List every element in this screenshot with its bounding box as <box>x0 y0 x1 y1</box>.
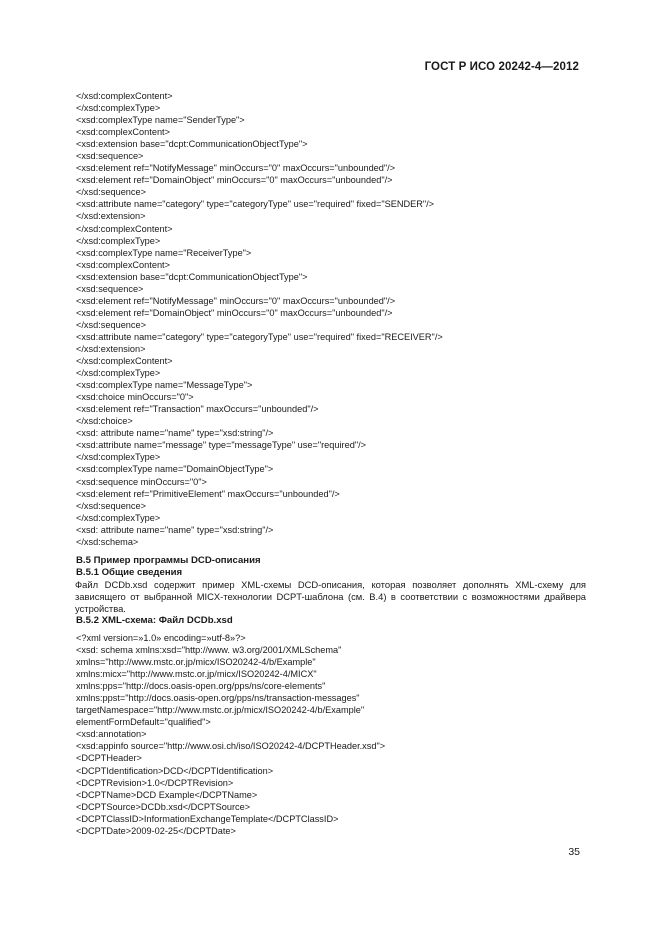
code-line: <xsd:element ref="DomainObject" minOccurs="0" maxOccurs="unbounded"/> <box>76 307 393 318</box>
code-line: <xsd:sequence> <box>76 151 144 162</box>
code-line: </xsd:sequence> <box>76 500 146 511</box>
code-line: <xsd:complexType name="SenderType"> <box>76 115 245 126</box>
code-line: </xsd:complexType> <box>76 103 161 114</box>
subsection-heading: В.5.1 Общие сведения <box>76 567 183 579</box>
code-line: <xsd:sequence minOccurs="0"> <box>76 476 207 487</box>
code-line: <xsd:complexContent> <box>76 127 170 138</box>
code-line: <DCPTRevision>1.0</DCPTRevision> <box>76 777 234 788</box>
code-line: <xsd:element ref="Transaction" maxOccurs="unbounded"/> <box>76 404 319 415</box>
code-line: <xsd:element ref="DomainObject" minOccurs="0" maxOccurs="unbounded"/> <box>76 175 393 186</box>
code-line: <xsd:element ref="NotifyMessage" minOccurs="0" maxOccurs="unbounded"/> <box>76 163 396 174</box>
code-line: elementFormDefault="qualified"> <box>76 717 211 728</box>
code-line: </xsd:complexType> <box>76 512 161 523</box>
code-line: <xsd:appinfo source="http://www.osi.ch/iso/ISO20242-4/DCPTHeader.xsd"> <box>76 741 386 752</box>
code-line: </xsd:schema> <box>76 536 139 547</box>
code-line: </xsd:complexContent> <box>76 356 173 367</box>
code-line: <DCPTIdentification>DCD</DCPTIdentification> <box>76 765 274 776</box>
code-line: <xsd:attribute name="category" type="categoryType" use="required" fixed="SENDER"/> <box>76 199 435 210</box>
code-line: xmlns="http://www.mstc.or.jp/micx/ISO20242-4/b/Example" <box>76 657 316 668</box>
code-line: </xsd:complexType> <box>76 452 161 463</box>
code-line: <xsd:element ref="PrimitiveElement" maxOccurs="unbounded"/> <box>76 488 340 499</box>
code-line: </xsd:complexType> <box>76 368 161 379</box>
xsd-code-block-1 <box>76 90 586 548</box>
code-line: </xsd:sequence> <box>76 319 146 330</box>
code-line: <xsd:extension base="dcpt:CommunicationObjectType"> <box>76 139 308 150</box>
xsd-code-block-2 <box>76 632 586 837</box>
code-line: <xsd: attribute name="name" type="xsd:string"/> <box>76 428 274 439</box>
code-line: <xsd:attribute name="message" type="messageType" use="required"/> <box>76 440 366 451</box>
code-line: <DCPTName>DCD Example</DCPTName> <box>76 789 258 800</box>
code-line: xmlns:micx="http://www.mstc.or.jp/micx/ISO20242-4/MICX" <box>76 669 317 680</box>
code-line: </xsd:choice> <box>76 416 133 427</box>
code-line: targetNamespace="http://www.mstc.or.jp/micx/ISO20242-4/b/Example" <box>76 705 365 716</box>
code-line: xmlns:pps="http://docs.oasis-open.org/pps/ns/core-elements" <box>76 681 326 692</box>
code-line: <xsd: attribute name="name" type="xsd:string"/> <box>76 524 274 535</box>
section-b5 <box>76 555 586 628</box>
code-line: </xsd:extension> <box>76 343 146 354</box>
code-line: <DCPTClassID>InformationExchangeTemplate</DCPTClassID> <box>76 813 339 824</box>
code-line: <xsd:extension base="dcpt:CommunicationObjectType"> <box>76 271 308 282</box>
code-line: </xsd:complexType> <box>76 235 161 246</box>
code-line: xmlns:ppst="http://docs.oasis-open.org/pps/ns/transaction-messages" <box>76 693 360 704</box>
section-heading: В.5 Пример программы DCD-описания <box>76 555 261 566</box>
code-line: <DCPTHeader> <box>76 753 142 764</box>
code-line: <DCPTSource>DCDb.xsd</DCPTSource> <box>76 801 251 812</box>
page-number: 35 <box>568 846 580 858</box>
code-line: </xsd:extension> <box>76 211 146 222</box>
standard-title: ГОСТ Р ИСО 20242-4—2012 <box>424 61 579 73</box>
code-line: <xsd:annotation> <box>76 729 147 740</box>
code-line: <xsd:complexType name="ReceiverType"> <box>76 247 252 258</box>
code-line: </xsd:complexContent> <box>76 223 173 234</box>
section-paragraph: Файл DCDb.xsd содержит пример XML-схемы DCD-описания, которая позволяет дополнять XML-схему для зависящего от выбранной MICX-технологии DCPT-шаблона (см. В.4) в соответствии с возможностями драйвера устройства. <box>75 579 586 615</box>
subsection-heading-2: В.5.2 XML-схема: Файл DCDb.xsd <box>76 615 233 627</box>
code-line: <xsd:complexType name="MessageType"> <box>76 380 253 391</box>
code-line: <?xml version=»1.0» encoding=»utf-8»?> <box>76 633 246 643</box>
code-line: <xsd:choice minOccurs="0"> <box>76 392 194 403</box>
code-line: <DCPTDate>2009-02-25</DCPTDate> <box>76 825 236 836</box>
code-line: </xsd:sequence> <box>76 187 146 198</box>
code-line: <xsd:complexType name="DomainObjectType"> <box>76 464 274 475</box>
code-line: </xsd:complexContent> <box>76 91 173 101</box>
code-line: <xsd:element ref="NotifyMessage" minOccurs="0" maxOccurs="unbounded"/> <box>76 295 396 306</box>
code-line: <xsd:complexContent> <box>76 259 170 270</box>
code-line: <xsd:attribute name="category" type="categoryType" use="required" fixed="RECEIVER"/> <box>76 331 443 342</box>
code-line: <xsd: schema xmlns:xsd="http://www. w3.org/2001/XMLSchema" <box>76 645 342 656</box>
code-line: <xsd:sequence> <box>76 283 144 294</box>
